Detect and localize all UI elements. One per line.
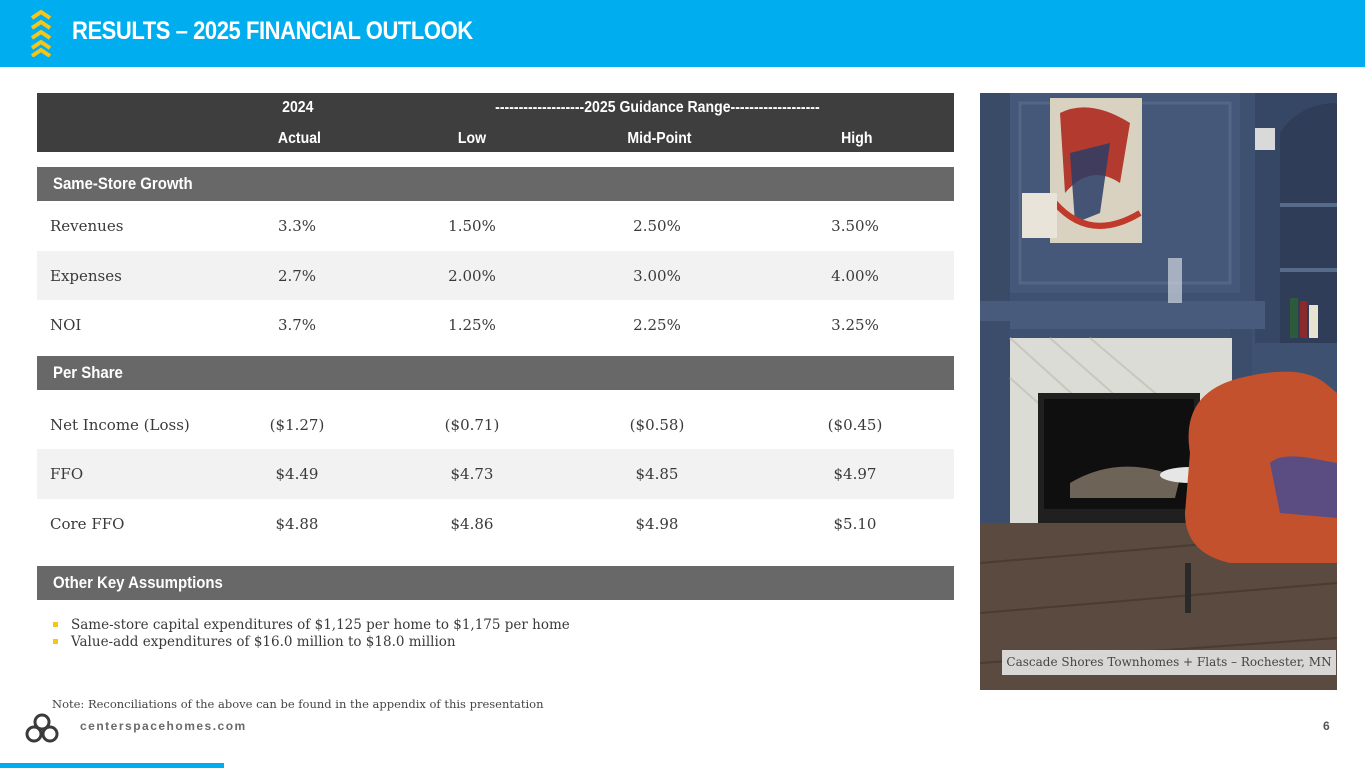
cell-mid-point: 3.00% (633, 266, 681, 285)
cell-high: ($0.45) (827, 415, 883, 434)
footer-website: centerspacehomes.com (80, 719, 247, 733)
bullet-square-icon (53, 622, 58, 627)
cell-low: ($0.71) (444, 415, 500, 434)
header-actual: Actual (277, 130, 321, 147)
outlook-table (37, 93, 954, 600)
section-title: Same-Store Growth (53, 174, 193, 193)
cell-mid-point: 2.25% (633, 316, 681, 335)
cell-mid-point: $4.98 (635, 514, 679, 533)
cell-high: 4.00% (831, 266, 879, 285)
cell-actual: $4.49 (275, 465, 319, 484)
cell-high: $4.97 (833, 465, 877, 484)
cell-actual: 2.7% (277, 266, 317, 285)
table-row (37, 449, 954, 499)
footnote: Note: Reconciliations of the above can be found in the appendix of this presentation (52, 697, 544, 711)
section-other-key-assumptions (37, 566, 954, 600)
page-number: 6 (1323, 719, 1330, 733)
header-mid-point: Mid-Point (627, 130, 692, 147)
cell-actual: 3.7% (277, 316, 317, 335)
cell-low: 2.00% (448, 266, 496, 285)
property-photo (980, 93, 1337, 690)
header-guidance-range: -------------------2025 Guidance Range------------------- (495, 99, 820, 116)
header-year: 2024 (282, 99, 314, 116)
list-item (53, 617, 570, 634)
cell-low: $4.73 (450, 465, 494, 484)
table-header (37, 93, 954, 152)
header-low: Low (457, 130, 487, 147)
cell-low: 1.50% (448, 217, 496, 235)
cell-high: $5.10 (833, 514, 877, 533)
photo-caption: Cascade Shores Townhomes + Flats – Rochester, MN (1002, 650, 1336, 675)
cell-high: 3.25% (831, 316, 879, 335)
cell-actual: 3.3% (277, 217, 317, 235)
table-row (37, 499, 954, 549)
list-item-text: Value-add expenditures of $16.0 million to $18.0 million (71, 634, 456, 650)
section-per-share (37, 356, 954, 390)
cell-actual: $4.88 (275, 514, 319, 533)
row-label: Net Income (Loss) (50, 415, 190, 434)
row-label: Expenses (50, 266, 122, 285)
cell-mid-point: 2.50% (633, 217, 681, 235)
table-row (37, 201, 954, 251)
row-label: NOI (50, 316, 82, 335)
section-same-store-growth (37, 167, 954, 201)
cell-low: 1.25% (448, 316, 496, 335)
row-label: FFO (50, 465, 84, 484)
fireplace-living-room-image (980, 93, 1337, 690)
section-title: Per Share (53, 362, 123, 382)
list-item-text: Same-store capital expenditures of $1,125 per home to $1,175 per home (71, 617, 570, 633)
row-label: Revenues (50, 217, 124, 235)
chevron-stack-icon (30, 9, 52, 57)
cell-low: $4.86 (450, 514, 494, 533)
title-bar (0, 0, 1365, 67)
cell-high: 3.50% (831, 217, 879, 235)
header-high: High (841, 130, 873, 147)
table-row (37, 251, 954, 301)
table-row (37, 400, 954, 450)
cell-mid-point: $4.85 (635, 465, 679, 484)
cell-mid-point: ($0.58) (629, 415, 685, 434)
centerspace-logo-icon (25, 712, 59, 744)
list-item (53, 634, 570, 651)
page-title: RESULTS – 2025 FINANCIAL OUTLOOK (72, 17, 473, 45)
section-title: Other Key Assumptions (53, 572, 223, 592)
row-label: Core FFO (50, 514, 125, 533)
bullet-square-icon (53, 639, 58, 644)
footer-accent-line (0, 763, 224, 768)
assumptions-list (53, 617, 570, 651)
table-row (37, 300, 954, 350)
cell-actual: ($1.27) (269, 415, 325, 434)
